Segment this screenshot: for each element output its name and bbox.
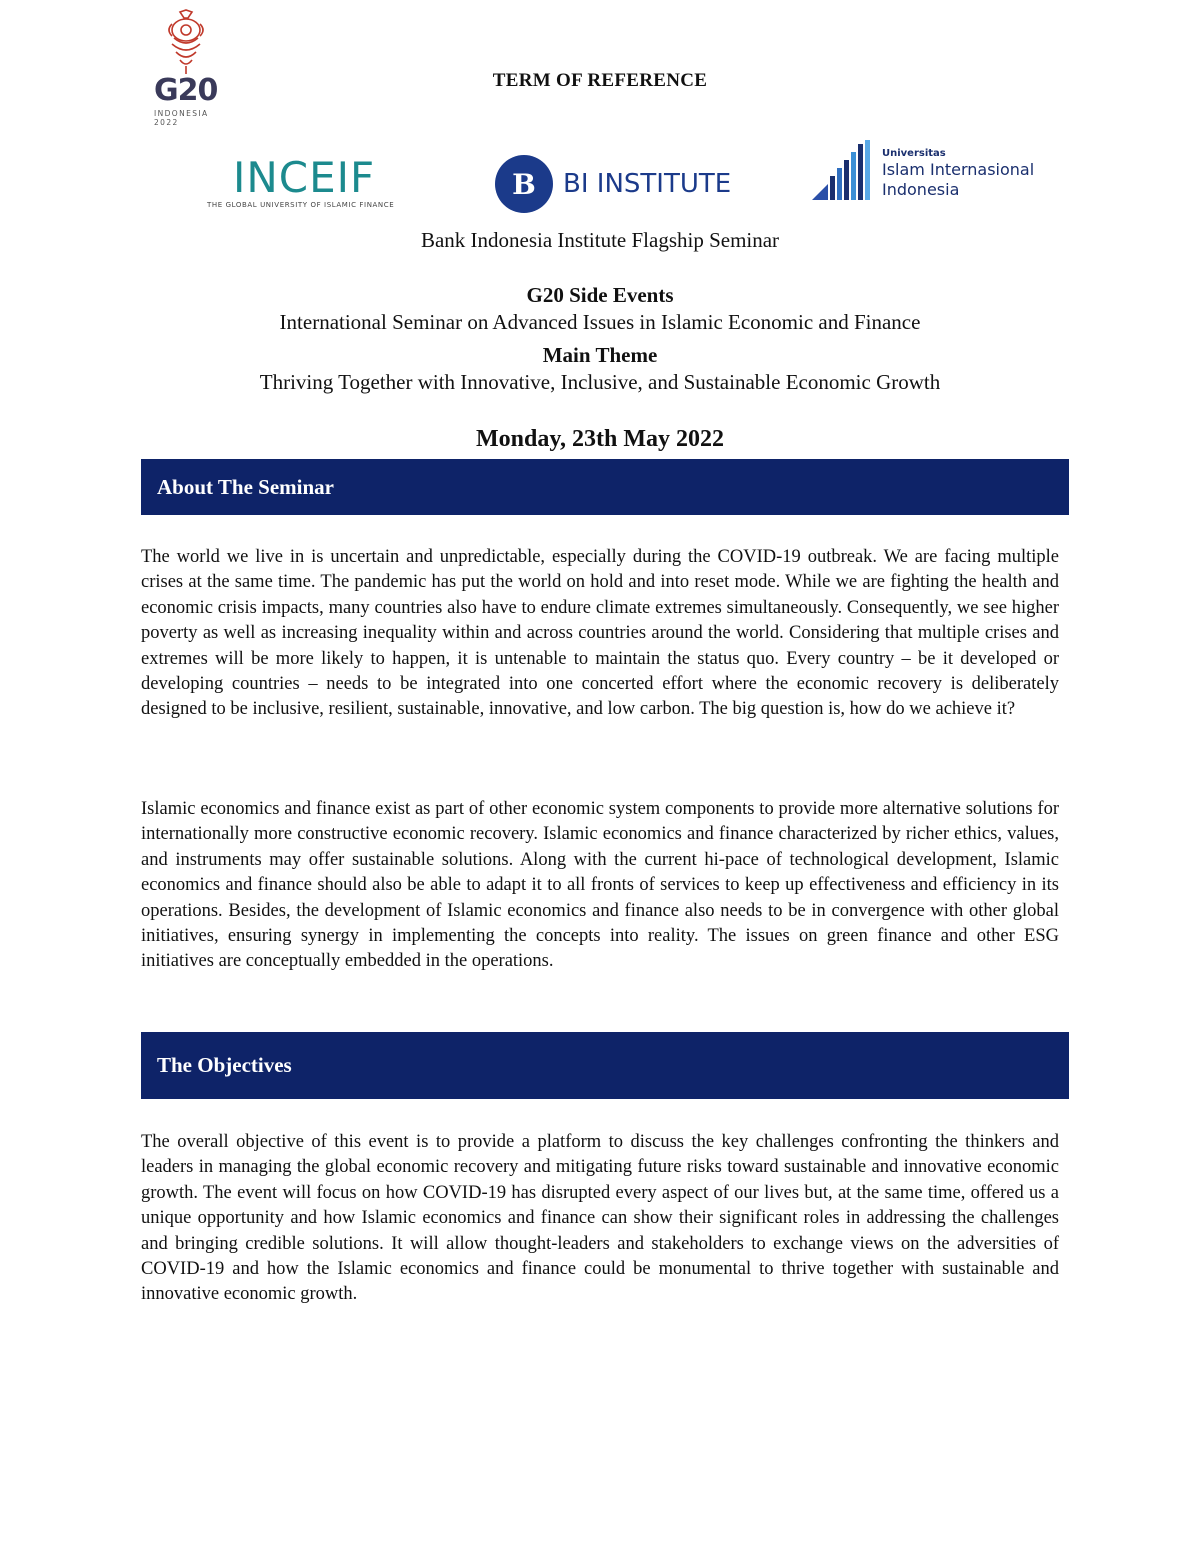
bi-institute-logo-word: BI INSTITUTE — [563, 169, 732, 199]
bi-institute-logo — [495, 153, 745, 215]
inceif-logo-word: INCEIF — [233, 153, 376, 202]
inceif-logo-tagline: THE GLOBAL UNIVERSITY OF ISLAMIC FINANCE — [207, 201, 395, 209]
section-title: The Objectives — [157, 1053, 292, 1077]
uii-logo-line2: Islam Internasional — [882, 160, 1035, 179]
section-header-about — [141, 459, 1069, 515]
g20-logo-country: INDONESIA — [154, 109, 209, 118]
uii-logo-line3: Indonesia — [882, 180, 960, 199]
section-title: About The Seminar — [157, 474, 334, 499]
document-heading: TERM OF REFERENCE — [492, 70, 708, 91]
uii-logo — [810, 140, 1060, 202]
uii-logo-line1: Universitas — [882, 148, 946, 159]
bi-emblem-icon — [495, 155, 553, 213]
seminar-title: International Seminar on Advanced Issues in Islamic Economic and Finance — [279, 310, 921, 334]
theme-text: Thriving Together with Innovative, Inclusive, and Sustainable Economic Growth — [259, 370, 941, 394]
about-paragraph-1: The world we live in is uncertain and unpredictable, especially during the COVID-19 outbreak. We are facing multiple crises at the same time. The pandemic has put the world on hold and into reset mode. While we are fighting the health and economic crisis impacts, many countries also have to endure climate extremes simultaneously. Consequently, we see higher poverty as well as increasing inequality within and across countries around the world. Considering that multiple crises and extremes will be more likely to happen, it is untenable to maintain the status quo. Every country – be it developed or developing countries – needs to be integrated into one concerted effort where the economic recovery is deliberately designed to be inclusive, resilient, sustainable, innovative, and low carbon. The big question is, how do we achieve it? — [141, 547, 1059, 720]
about-paragraph-2: Islamic economics and finance exist as part of other economic system components to provide more alternative solutions for internationally more constructive economic recovery. Islamic economics and finance characterized by richer ethics, values, and instruments may offer sustainable solutions. Along with the current hi-pace of technological development, Islamic economics and finance should also be able to adapt it to all fronts of services to keep up effectiveness and efficiency in its operations. Besides, the development of Islamic economics and finance also needs to be in convergence with other global initiatives, ensuring synergy in implementing the concepts into reality. The issues on green finance and other ESG initiatives are conceptually embedded in the operations. — [141, 799, 1059, 972]
g20-indonesia-logo — [146, 8, 234, 130]
objectives-paragraph-1: The overall objective of this event is to provide a platform to discuss the key challenges confronting the thinkers and leaders in managing the global economic recovery and mitigating future risks toward sustainable and innovative economic growth. The event will focus on how COVID-19 has disrupted every aspect of our lives but, at the same time, offered us a unique opportunity and how Islamic economics and finance can show their significant roles in addressing the challenges and bringing credible solutions. It will allow thought-leaders and stakeholders to exchange views on the adversities of COVID-19 and how the Islamic economics and finance could be monumental to thrive together with sustainable and innovative economic growth. — [141, 1132, 1059, 1305]
inceif-logo — [207, 155, 402, 215]
section-header-objectives — [141, 1032, 1069, 1099]
g20-logo-year: 2022 — [154, 118, 179, 127]
theme-label: Main Theme — [542, 343, 658, 367]
g20-logo-word: G20 — [154, 73, 218, 108]
uii-logo-text — [882, 148, 1034, 200]
series-title: G20 Side Events — [526, 283, 674, 307]
g20-ornament-icon — [146, 8, 234, 76]
g20-logo-subtitle — [154, 109, 209, 127]
organizer-line: Bank Indonesia Institute Flagship Seminar — [420, 228, 780, 252]
bi-emblem-letter: B — [512, 167, 536, 201]
uii-bars-icon — [810, 140, 872, 202]
event-date: Monday, 23th May 2022 — [475, 426, 724, 452]
